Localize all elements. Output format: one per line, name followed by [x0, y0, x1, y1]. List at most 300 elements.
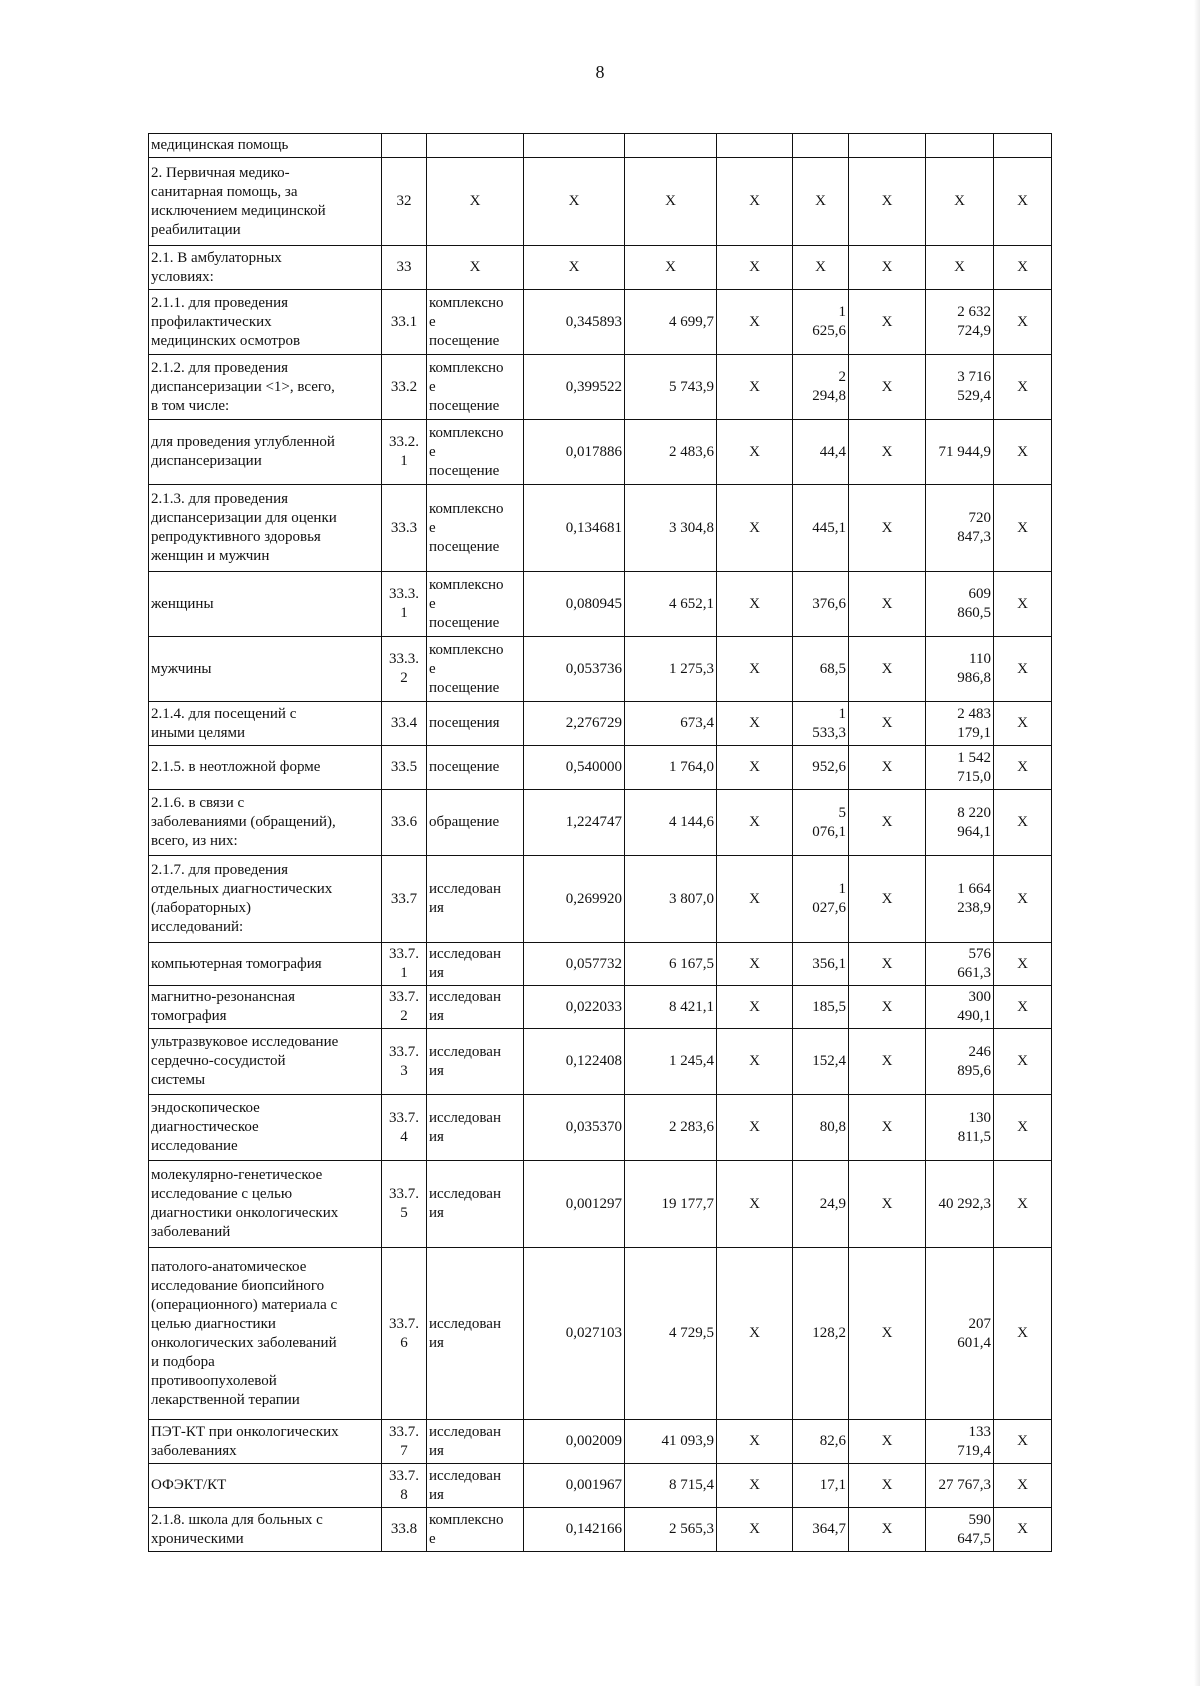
- cell-col6-text: X: [749, 1477, 760, 1493]
- cell-col6: [717, 702, 793, 746]
- cell-name: [149, 485, 382, 572]
- cell-col9: [926, 420, 994, 485]
- cell-unit-text: посещение: [429, 759, 500, 775]
- cell-col9: [926, 1095, 994, 1161]
- cell-col10: [994, 134, 1052, 158]
- cell-norm-text: 0,017886: [565, 443, 622, 460]
- cell-col6: [717, 1508, 793, 1552]
- cell-norm: [524, 485, 625, 572]
- cell-col10-text: X: [1017, 814, 1028, 830]
- cell-col6-text: X: [749, 660, 760, 677]
- cell-col7-text: X: [815, 259, 826, 275]
- cell-col6-text: X: [749, 1521, 760, 1537]
- cell-col8-text: X: [881, 1521, 893, 1537]
- cell-col7: [793, 572, 849, 637]
- cell-code-text: 33.2: [390, 378, 418, 395]
- cell-col6: [717, 355, 793, 420]
- cell-norm: [524, 1161, 625, 1248]
- cell-code-text: 33.5: [390, 759, 418, 775]
- cell-col8: [849, 1464, 926, 1508]
- cell-col10: [994, 1095, 1052, 1161]
- table-row: [149, 943, 1052, 986]
- cell-code-text: 33.2. 1: [389, 434, 419, 469]
- cell-col10-text: X: [1017, 715, 1028, 731]
- cell-norm: [524, 790, 625, 856]
- cell-name-text: 2.1.8. школа для больных с хроническими: [151, 1511, 323, 1547]
- cell-col6: [717, 1095, 793, 1161]
- cell-col8: [849, 702, 926, 746]
- table-row: [149, 572, 1052, 637]
- cell-cost-text: 2 283,6: [669, 1119, 714, 1135]
- cell-col7-text: 445,1: [812, 519, 846, 536]
- cell-norm-text: 0,142166: [565, 1521, 622, 1537]
- cell-col7: [793, 1029, 849, 1095]
- cell-code: [382, 1029, 427, 1095]
- cell-unit-text: комплексно е посещение: [429, 424, 504, 479]
- cell-col9-text: 3 716 529,4: [957, 369, 991, 404]
- cell-norm-text: X: [568, 259, 580, 275]
- cell-col6-text: X: [749, 1053, 760, 1069]
- cell-code-text: 33.7. 1: [389, 946, 419, 981]
- cell-code-text: 33: [396, 259, 412, 275]
- cell-unit-text: посещения: [429, 715, 500, 731]
- cell-col6-text: X: [749, 715, 760, 731]
- cell-norm: [524, 246, 625, 290]
- cell-col6: [717, 746, 793, 790]
- cell-norm: [524, 637, 625, 702]
- cell-cost-text: 2 483,6: [669, 443, 714, 460]
- cell-cost-text: 5 743,9: [669, 378, 714, 395]
- cell-cost: [625, 158, 717, 246]
- cell-code: [382, 746, 427, 790]
- cell-code-text: 33.7. 7: [389, 1423, 419, 1459]
- cell-code: [382, 355, 427, 420]
- cell-code: [382, 290, 427, 355]
- cell-col6-text: X: [749, 955, 760, 972]
- cell-col10: [994, 290, 1052, 355]
- cell-unit-text: комплексно е посещение: [429, 641, 504, 696]
- cell-norm-text: 0,022033: [565, 998, 622, 1015]
- cell-col6-text: X: [749, 1325, 760, 1341]
- cell-unit-text: X: [469, 259, 481, 275]
- cell-col10-text: X: [1017, 1325, 1028, 1341]
- table-row: [149, 637, 1052, 702]
- cell-col10: [994, 1029, 1052, 1095]
- table-row: [149, 134, 1052, 158]
- cell-col8-text: X: [881, 1433, 893, 1449]
- cell-col6-text: X: [749, 313, 760, 330]
- cell-col10: [994, 986, 1052, 1029]
- cell-cost-text: 8 715,4: [669, 1477, 714, 1493]
- cell-col7: [793, 986, 849, 1029]
- cell-col9-text: 71 944,9: [938, 443, 991, 460]
- cell-name-text: 2. Первичная медико- санитарная помощь, за исключением медицинской реабилитации: [151, 164, 326, 238]
- cell-norm-text: X: [568, 193, 580, 209]
- cell-col6-text: X: [749, 814, 760, 830]
- cell-norm: [524, 572, 625, 637]
- cell-col10-text: X: [1017, 443, 1028, 460]
- cell-name-text: 2.1.1. для проведения профилактических медицинских осмотров: [151, 294, 301, 349]
- cell-unit-text: исследован ия: [429, 989, 501, 1024]
- cell-code: [382, 637, 427, 702]
- cell-col9: [926, 485, 994, 572]
- cell-code: [382, 1464, 427, 1508]
- cell-code-text: 33.3. 1: [389, 586, 419, 621]
- cell-norm: [524, 1029, 625, 1095]
- cell-name-text: 2.1.5. в неотложной форме: [151, 759, 321, 775]
- cell-code-text: 32: [396, 193, 412, 209]
- cell-col10-text: X: [1017, 660, 1028, 677]
- cell-col6: [717, 1029, 793, 1095]
- cell-col9-text: 590 647,5: [957, 1511, 991, 1547]
- cell-unit: [427, 134, 524, 158]
- cell-norm-text: 0,122408: [565, 1053, 622, 1069]
- cell-col9: [926, 355, 994, 420]
- cell-name: [149, 158, 382, 246]
- cell-name-text: мужчины: [151, 660, 212, 677]
- cell-col10: [994, 1508, 1052, 1552]
- cell-norm-text: 0,540000: [565, 759, 622, 775]
- table-row: [149, 355, 1052, 420]
- cell-name-text: компьютерная томография: [151, 955, 322, 972]
- cell-name-text: 2.1.4. для посещений с иными целями: [151, 705, 297, 741]
- cell-col7-text: 364,7: [812, 1521, 846, 1537]
- cell-col7-text: 44,4: [819, 443, 846, 460]
- cell-name-text: патолого-анатомическое исследование биопсийного (операционного) материала с целью диагностики онкологических заболеваний и подбора противоопухолевой лекарственной терапии: [151, 1258, 338, 1408]
- table-row: [149, 485, 1052, 572]
- cell-col6-text: X: [749, 998, 760, 1015]
- cell-col10-text: X: [1017, 519, 1028, 536]
- cell-cost-text: X: [665, 259, 676, 275]
- cell-col6: [717, 572, 793, 637]
- cell-col6: [717, 1161, 793, 1248]
- cell-cost: [625, 856, 717, 943]
- cell-code: [382, 1161, 427, 1248]
- cell-cost: [625, 637, 717, 702]
- cell-name: [149, 420, 382, 485]
- cell-norm: [524, 702, 625, 746]
- cell-code-text: 33.1: [390, 313, 418, 330]
- cell-unit-text: исследован ия: [429, 881, 501, 916]
- cell-col8: [849, 420, 926, 485]
- cell-col9: [926, 246, 994, 290]
- cell-norm: [524, 1248, 625, 1420]
- cell-unit: [427, 1095, 524, 1161]
- table-row: [149, 420, 1052, 485]
- cell-name: [149, 1095, 382, 1161]
- cell-name-text: ПЭТ-КТ при онкологических заболеваниях: [151, 1423, 339, 1459]
- cell-code: [382, 158, 427, 246]
- cell-col9-text: 27 767,3: [938, 1477, 991, 1493]
- cell-norm-text: 0,269920: [565, 890, 622, 907]
- cell-col10-text: X: [1017, 259, 1028, 275]
- cell-norm-text: 1,224747: [565, 814, 622, 830]
- cell-cost-text: 6 167,5: [669, 955, 714, 972]
- cell-col9-text: X: [954, 259, 965, 275]
- cell-name-text: молекулярно-генетическое исследование с целью диагностики онкологических заболеваний: [151, 1167, 339, 1240]
- cell-col7: [793, 355, 849, 420]
- cell-col7: [793, 485, 849, 572]
- table-row: [149, 1464, 1052, 1508]
- cell-col9-text: 2 483 179,1: [957, 705, 991, 741]
- cell-col9-text: 133 719,4: [957, 1423, 991, 1459]
- cell-col8-text: X: [881, 1195, 893, 1212]
- cell-norm-text: 0,035370: [565, 1119, 622, 1135]
- cell-cost-text: 4 729,5: [669, 1325, 714, 1341]
- cell-col9: [926, 790, 994, 856]
- cell-col10-text: X: [1017, 193, 1028, 209]
- cell-unit: [427, 637, 524, 702]
- cell-name: [149, 1508, 382, 1552]
- cell-col10-text: X: [1017, 1477, 1028, 1493]
- cell-col10-text: X: [1017, 1521, 1028, 1537]
- cell-col8-text: X: [881, 378, 893, 395]
- cell-col6-text: X: [749, 1195, 760, 1212]
- cell-col7-text: 1 533,3: [812, 705, 846, 741]
- cell-norm: [524, 134, 625, 158]
- cell-col8: [849, 986, 926, 1029]
- cell-col10: [994, 158, 1052, 246]
- cell-unit-text: исследован ия: [429, 1109, 501, 1145]
- cell-name: [149, 986, 382, 1029]
- cell-col6: [717, 1248, 793, 1420]
- cell-code: [382, 1248, 427, 1420]
- cell-col7: [793, 1464, 849, 1508]
- cell-name-text: женщины: [151, 595, 214, 612]
- table-row: [149, 790, 1052, 856]
- cell-col7: [793, 790, 849, 856]
- cell-norm-text: 0,080945: [565, 595, 622, 612]
- cell-col9: [926, 134, 994, 158]
- cell-col7: [793, 134, 849, 158]
- cell-unit: [427, 1029, 524, 1095]
- cell-norm: [524, 1464, 625, 1508]
- cell-col10: [994, 1464, 1052, 1508]
- cell-col10: [994, 1161, 1052, 1248]
- cell-name-text: 2.1.3. для проведения диспансеризации для оценки репродуктивного здоровья женщин и мужчин: [151, 491, 337, 564]
- cell-col7: [793, 1095, 849, 1161]
- cell-unit: [427, 572, 524, 637]
- cell-col7-text: 185,5: [812, 998, 846, 1015]
- cell-col10-text: X: [1017, 313, 1028, 330]
- cell-unit-text: исследован ия: [429, 1315, 501, 1351]
- cell-col6: [717, 1464, 793, 1508]
- cell-cost: [625, 746, 717, 790]
- cell-cost-text: 3 807,0: [669, 890, 714, 907]
- cell-col8: [849, 134, 926, 158]
- cell-col8: [849, 246, 926, 290]
- tariff-table: [148, 133, 1052, 1552]
- cell-col8-text: X: [881, 890, 893, 907]
- cell-unit: [427, 1420, 524, 1464]
- cell-unit: [427, 856, 524, 943]
- cell-unit: [427, 790, 524, 856]
- cell-col8-text: X: [881, 1325, 893, 1341]
- cell-norm: [524, 856, 625, 943]
- cell-col8-text: X: [881, 1119, 893, 1135]
- cell-unit-text: исследован ия: [429, 1043, 501, 1079]
- cell-col7-text: 1 027,6: [812, 881, 846, 916]
- cell-cost-text: 3 304,8: [669, 519, 714, 536]
- cell-name: [149, 1420, 382, 1464]
- cell-col8: [849, 1508, 926, 1552]
- cell-col9-text: 1 664 238,9: [957, 881, 991, 916]
- cell-col10-text: X: [1017, 1195, 1028, 1212]
- cell-norm-text: 0,345893: [565, 313, 622, 330]
- cell-col9-text: X: [954, 193, 965, 209]
- cell-code-text: 33.7. 5: [389, 1186, 419, 1221]
- cell-col9-text: 40 292,3: [938, 1195, 991, 1212]
- cell-col10: [994, 790, 1052, 856]
- cell-cost: [625, 290, 717, 355]
- cell-unit: [427, 355, 524, 420]
- cell-col7-text: 17,1: [819, 1477, 846, 1493]
- cell-col7-text: 1 625,6: [812, 304, 846, 339]
- cell-norm-text: 0,001967: [565, 1477, 622, 1493]
- cell-col6: [717, 158, 793, 246]
- cell-code-text: 33.7. 2: [389, 989, 419, 1024]
- cell-cost: [625, 420, 717, 485]
- cell-col6: [717, 943, 793, 986]
- cell-code-text: 33.7. 3: [389, 1043, 419, 1079]
- cell-col7: [793, 856, 849, 943]
- cell-col7: [793, 158, 849, 246]
- cell-col6: [717, 637, 793, 702]
- cell-col9: [926, 1508, 994, 1552]
- cell-unit-text: комплексно е посещение: [429, 359, 504, 414]
- cell-col9: [926, 290, 994, 355]
- cell-cost: [625, 355, 717, 420]
- cell-col10: [994, 1248, 1052, 1420]
- cell-norm: [524, 943, 625, 986]
- cell-col8-text: X: [881, 259, 893, 275]
- cell-col7: [793, 702, 849, 746]
- cell-cost-text: 8 421,1: [669, 998, 714, 1015]
- cell-cost: [625, 986, 717, 1029]
- table-row: [149, 856, 1052, 943]
- cell-col9: [926, 702, 994, 746]
- cell-code: [382, 1095, 427, 1161]
- table-row: [149, 1161, 1052, 1248]
- cell-norm: [524, 355, 625, 420]
- cell-cost: [625, 134, 717, 158]
- cell-name: [149, 746, 382, 790]
- cell-code: [382, 420, 427, 485]
- cell-cost: [625, 246, 717, 290]
- cell-col7: [793, 1420, 849, 1464]
- cell-col9: [926, 637, 994, 702]
- cell-cost: [625, 1508, 717, 1552]
- cell-cost: [625, 572, 717, 637]
- cell-col10: [994, 943, 1052, 986]
- cell-col8-text: X: [881, 1053, 893, 1069]
- cell-col7-text: 24,9: [819, 1195, 846, 1212]
- cell-code: [382, 485, 427, 572]
- cell-norm: [524, 158, 625, 246]
- cell-norm: [524, 1420, 625, 1464]
- cell-code: [382, 246, 427, 290]
- cell-col9-text: 720 847,3: [957, 510, 991, 545]
- cell-col8: [849, 746, 926, 790]
- cell-col7: [793, 290, 849, 355]
- cell-norm: [524, 290, 625, 355]
- cell-cost-text: 19 177,7: [661, 1195, 714, 1212]
- cell-col6: [717, 856, 793, 943]
- cell-code-text: 33.8: [390, 1521, 418, 1537]
- cell-norm: [524, 420, 625, 485]
- cell-unit: [427, 986, 524, 1029]
- cell-name: [149, 355, 382, 420]
- cell-name-text: 2.1. В амбулаторных условиях:: [151, 249, 282, 285]
- cell-col6-text: X: [749, 890, 760, 907]
- cell-col8-text: X: [881, 759, 893, 775]
- table-row: [149, 1248, 1052, 1420]
- cell-code: [382, 702, 427, 746]
- cell-col8-text: X: [881, 660, 893, 677]
- cell-col9-text: 207 601,4: [957, 1315, 991, 1351]
- cell-norm: [524, 1508, 625, 1552]
- cell-cost: [625, 485, 717, 572]
- cell-col9: [926, 746, 994, 790]
- cell-cost: [625, 1420, 717, 1464]
- cell-col8: [849, 943, 926, 986]
- cell-col8-text: X: [881, 998, 893, 1015]
- cell-col6: [717, 1420, 793, 1464]
- cell-col7-text: 952,6: [812, 759, 846, 775]
- cell-col7-text: 2 294,8: [812, 369, 846, 404]
- cell-col7: [793, 746, 849, 790]
- cell-code-text: 33.7. 8: [389, 1467, 419, 1503]
- cell-col10-text: X: [1017, 1119, 1028, 1135]
- cell-col8: [849, 158, 926, 246]
- cell-col8: [849, 790, 926, 856]
- cell-unit-text: исследован ия: [429, 1423, 501, 1459]
- cell-cost-text: 1 764,0: [669, 759, 714, 775]
- cell-col8-text: X: [881, 443, 893, 460]
- cell-unit: [427, 702, 524, 746]
- cell-unit-text: обращение: [429, 814, 500, 830]
- cell-code: [382, 1420, 427, 1464]
- cell-name: [149, 1161, 382, 1248]
- cell-name: [149, 790, 382, 856]
- cell-name-text: 2.1.2. для проведения диспансеризации <1>, всего, в том числе:: [151, 359, 335, 414]
- cell-name-text: ОФЭКТ/КТ: [151, 1477, 227, 1493]
- cell-code: [382, 790, 427, 856]
- cell-col8-text: X: [881, 715, 893, 731]
- cell-norm-text: 0,002009: [565, 1433, 622, 1449]
- cell-cost: [625, 790, 717, 856]
- cell-col9-text: 576 661,3: [957, 946, 991, 981]
- cell-col9-text: 1 542 715,0: [957, 749, 991, 785]
- cell-col8: [849, 485, 926, 572]
- cell-col8: [849, 355, 926, 420]
- cell-col9: [926, 1420, 994, 1464]
- cell-col8: [849, 637, 926, 702]
- cell-norm-text: 0,057732: [565, 955, 622, 972]
- table-row: [149, 1095, 1052, 1161]
- table-row: [149, 1420, 1052, 1464]
- cell-col9-text: 8 220 964,1: [957, 804, 991, 840]
- cell-col6-text: X: [749, 259, 760, 275]
- cell-col7-text: 128,2: [812, 1325, 846, 1341]
- cell-name-text: медицинская помощь: [151, 137, 289, 153]
- table-body: [149, 134, 1052, 1552]
- cell-unit: [427, 1464, 524, 1508]
- cell-code-text: 33.3: [390, 519, 418, 536]
- cell-col6: [717, 134, 793, 158]
- cell-unit-text: комплексно е: [429, 1511, 504, 1547]
- cell-unit: [427, 1161, 524, 1248]
